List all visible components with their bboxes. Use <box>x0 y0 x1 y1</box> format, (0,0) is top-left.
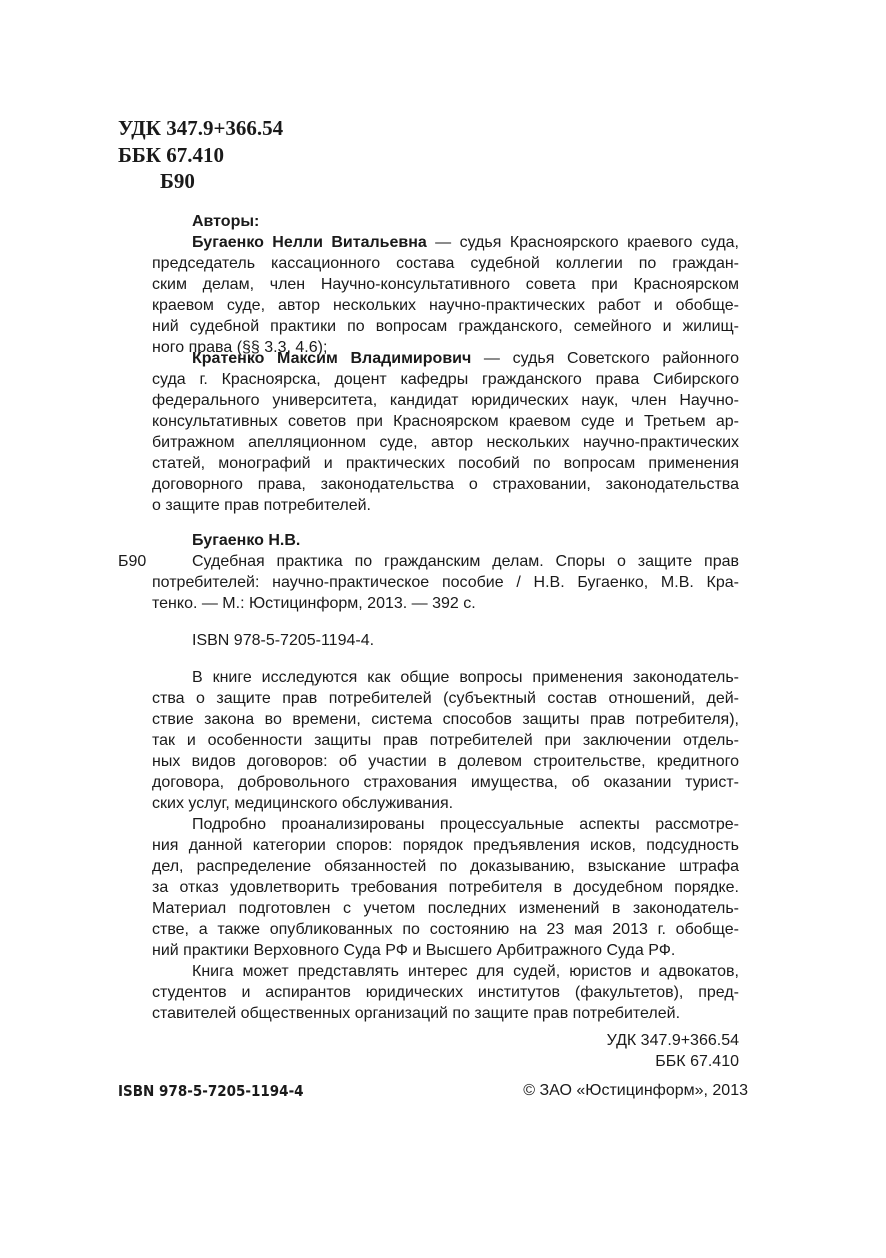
annotation-line: Подробно проанализированы процессуальные аспекты рассмотре- <box>192 816 739 833</box>
author2-line: о защите прав потребителей. <box>152 497 371 514</box>
annotation-line: студентов и аспирантов юридических институтов (факультетов), пред- <box>152 984 739 1001</box>
annotation-line: Книга может представлять интерес для судей, юристов и адвокатов, <box>192 963 739 980</box>
udk-code-top: УДК 347.9+366.54 <box>118 116 284 140</box>
author1-line: ний судебной практики по вопросам гражданского, семейного и жилищ- <box>152 318 739 335</box>
annotation-line: ства о защите прав потребителей (субъектный состав отношений, дей- <box>152 690 739 707</box>
annotation-line: ствие закона во времени, система способов защиты прав потребителя), <box>152 711 739 728</box>
catalog-main-author: Бугаенко Н.В. <box>192 532 301 549</box>
bbk-code-top: ББК 67.410 <box>118 143 224 167</box>
author1-first-line: Бугаенко Нелли Витальевна — судья Красноярского краевого суда, <box>192 234 739 251</box>
isbn-footer: ISBN 978-5-7205-1194-4 <box>118 1082 304 1100</box>
author1-line: краевом суде, автор нескольких научно-практических работ и обобще- <box>152 297 739 314</box>
annotation-line: за отказ удовлетворить требования потребителя в досудебном порядке. <box>152 879 739 896</box>
copyright-notice: © ЗАО «Юстицинформ», 2013 <box>523 1082 748 1099</box>
catalog-mark: Б90 <box>118 553 147 570</box>
author2-line: федерального университета, кандидат юридических наук, член Научно- <box>152 392 739 409</box>
author2-name: Кратенко Максим Владимирович <box>192 350 472 367</box>
author-mark-top: Б90 <box>160 169 195 193</box>
author1-line: ским делам, член Научно-консультативного совета при Красноярском <box>152 276 739 293</box>
author2-line: статей, монографий и практических пособий по вопросам применения <box>152 455 739 472</box>
annotation-line: ний практики Верховного Суда РФ и Высшего Арбитражного Суда РФ. <box>152 942 676 959</box>
author2-line: договорного права, законодательства о страховании, законодательства <box>152 476 739 493</box>
catalog-isbn: ISBN 978-5-7205-1194-4. <box>192 632 375 649</box>
annotation-line: В книге исследуются как общие вопросы применения законодатель- <box>192 669 739 686</box>
author2-line: битражном апелляционном суде, автор нескольких научно-практических <box>152 434 739 451</box>
authors-heading: Авторы: <box>192 213 260 230</box>
author1-name: Бугаенко Нелли Витальевна <box>192 234 427 251</box>
udk-code-footer: УДК 347.9+366.54 <box>606 1032 739 1049</box>
author1-line: ного права (§§ 3.3, 4.6); <box>152 339 328 356</box>
annotation-line: дел, распределение обязанностей по доказыванию, взыскание штрафа <box>152 858 739 875</box>
annotation-line: стве, а также опубликованных по состоянию на 23 мая 2013 г. обобще- <box>152 921 739 938</box>
annotation-line: договора, добровольного страхования имущества, об оказании турист- <box>152 774 739 791</box>
annotation-line: ставителей общественных организаций по защите прав потребителей. <box>152 1005 681 1022</box>
annotation-line: так и особенности защиты прав потребителей при заключении отдель- <box>152 732 739 749</box>
bbk-code-footer: ББК 67.410 <box>655 1053 739 1070</box>
annotation-line: ских услуг, медицинского обслуживания. <box>152 795 454 812</box>
annotation-line: Материал подготовлен с учетом последних изменений в законодатель- <box>152 900 739 917</box>
author1-line: председатель кассационного состава судебной коллегии по граждан- <box>152 255 739 272</box>
annotation-line: ния данной категории споров: порядок предъявления исков, подсудность <box>152 837 739 854</box>
annotation-line: ных видов договоров: об участии в долевом строительстве, кредитного <box>152 753 739 770</box>
catalog-description-line: Судебная практика по гражданским делам. Споры о защите прав <box>192 553 739 570</box>
catalog-description-line: тенко. — М.: Юстицинформ, 2013. — 392 с. <box>152 595 476 612</box>
catalog-description-line: потребителей: научно-практическое пособие / Н.В. Бугаенко, М.В. Кра- <box>152 574 739 591</box>
author2-first-line: Кратенко Максим Владимирович — судья Советского районного <box>192 350 740 367</box>
author2-line: консультативных советов при Красноярском краевом суде и Третьем ар- <box>152 413 739 430</box>
author2-line: суда г. Красноярска, доцент кафедры гражданского права Сибирского <box>152 371 739 388</box>
